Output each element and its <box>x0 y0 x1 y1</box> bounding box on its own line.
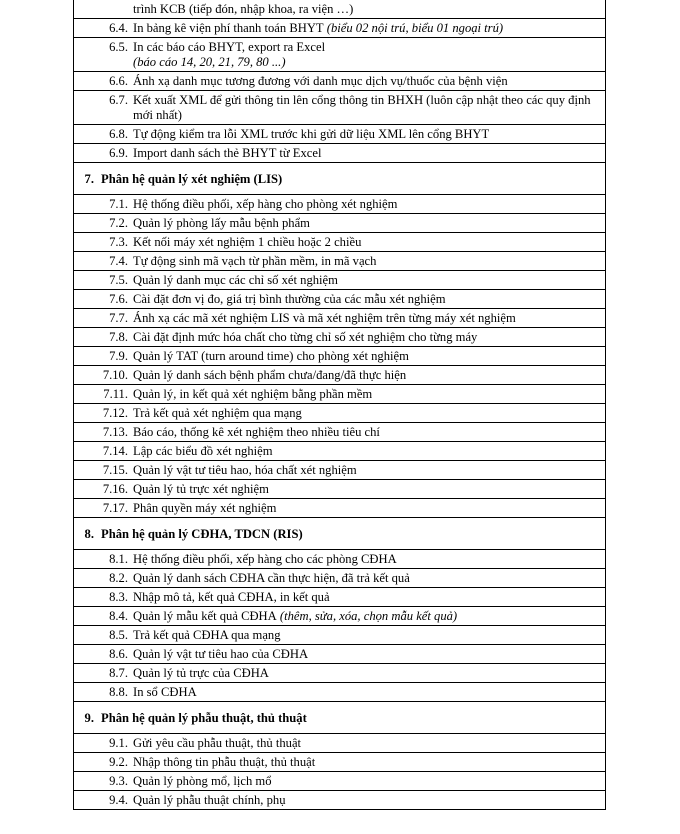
section-number: 8. <box>84 527 94 541</box>
section-number: 9. <box>84 711 94 725</box>
item-number: 7.13. <box>102 425 128 439</box>
item-number: 8.1. <box>109 552 128 566</box>
item-number: 8.3. <box>109 590 128 604</box>
item-text: Ánh xạ các mã xét nghiệm LIS và mã xét nghiệm trên từng máy xét nghiệm <box>133 311 516 325</box>
item-text: Nhập thông tin phẫu thuật, thủ thuật <box>133 755 316 769</box>
item-text: Cài đặt đơn vị đo, giá trị bình thường của các mẫu xét nghiệm <box>133 292 446 306</box>
item-number: 7.4. <box>109 254 128 268</box>
item-number: 6.6. <box>109 74 128 88</box>
table-row <box>73 550 606 569</box>
table-row <box>73 423 606 442</box>
item-text-container <box>133 330 605 345</box>
item-text-container <box>133 349 605 364</box>
table-row <box>73 309 606 328</box>
table-row <box>73 404 606 423</box>
section-title: Phân hệ quản lý xét nghiệm (LIS) <box>101 172 283 186</box>
table-row <box>73 347 606 366</box>
table-row <box>73 125 606 144</box>
item-text-container <box>133 736 605 751</box>
item-note: (biểu 02 nội trú, biểu 01 ngoại trú) <box>323 21 504 35</box>
section-title: Phân hệ quản lý CĐHA, TDCN (RIS) <box>101 527 303 541</box>
item-text-container <box>133 146 605 161</box>
item-number: 6.7. <box>109 93 128 107</box>
item-text: Quản lý, in kết quả xét nghiệm bằng phần mềm <box>133 387 373 401</box>
item-number: 6.4. <box>109 21 128 35</box>
item-number: 9.2. <box>109 755 128 769</box>
table-row <box>73 0 606 19</box>
table-row <box>73 19 606 38</box>
item-text: Quản lý vật tư tiêu hao, hóa chất xét nghiệm <box>133 463 357 477</box>
item-text-container <box>133 774 605 789</box>
table-row <box>73 233 606 252</box>
table-row <box>73 91 606 125</box>
item-text-container <box>133 40 605 70</box>
table-row <box>73 664 606 683</box>
item-text-container <box>133 273 605 288</box>
item-number: 9.1. <box>109 736 128 750</box>
table-row <box>73 772 606 791</box>
feature-table <box>73 0 606 810</box>
item-text: Trả kết quả CĐHA qua mạng <box>133 628 281 642</box>
item-text: trình KCB (tiếp đón, nhập khoa, ra viện …) <box>133 2 354 16</box>
item-number: 7.10. <box>102 368 128 382</box>
item-text-container <box>133 501 605 516</box>
item-number: 8.5. <box>109 628 128 642</box>
item-text: Tự động kiểm tra lỗi XML trước khi gửi dữ liệu XML lên cổng BHYT <box>133 127 490 141</box>
item-text: Hệ thống điều phối, xếp hàng cho phòng xét nghiệm <box>133 197 398 211</box>
section-heading <box>73 702 606 734</box>
item-text-container <box>133 793 605 808</box>
item-number: 7.1. <box>109 197 128 211</box>
table-row <box>73 328 606 347</box>
item-text: Quản lý tủ trực của CĐHA <box>133 666 269 680</box>
table-row <box>73 214 606 233</box>
item-text-container <box>133 292 605 307</box>
item-text-container <box>133 685 605 700</box>
item-text: Trả kết quả xét nghiệm qua mạng <box>133 406 302 420</box>
table-row <box>73 442 606 461</box>
item-text-container <box>133 74 605 89</box>
item-text-container <box>133 666 605 681</box>
item-number: 7.2. <box>109 216 128 230</box>
item-text: Quản lý danh sách bệnh phẩm chưa/đang/đã thực hiện <box>133 368 407 382</box>
item-number: 6.9. <box>109 146 128 160</box>
item-text-container <box>133 628 605 643</box>
item-text: Tự động sinh mã vạch từ phần mềm, in mã vạch <box>133 254 377 268</box>
item-number: 7.11. <box>103 387 128 401</box>
item-subnote: (báo cáo 14, 20, 21, 79, 80 ...) <box>133 55 286 69</box>
item-text: Báo cáo, thống kê xét nghiệm theo nhiều tiêu chí <box>133 425 380 439</box>
item-number: 9.3. <box>109 774 128 788</box>
item-text-container <box>133 482 605 497</box>
item-number: 6.8. <box>109 127 128 141</box>
item-number: 8.7. <box>109 666 128 680</box>
table-row <box>73 72 606 91</box>
item-number: 7.17. <box>102 501 128 515</box>
item-text-container <box>133 571 605 586</box>
item-number: 8.6. <box>109 647 128 661</box>
item-text: Gửi yêu cầu phẫu thuật, thủ thuật <box>133 736 302 750</box>
item-text-container <box>133 368 605 383</box>
item-text: Quản lý TAT (turn around time) cho phòng xét nghiệm <box>133 349 409 363</box>
item-text-container <box>133 93 605 123</box>
table-row <box>73 683 606 702</box>
item-text-container <box>133 590 605 605</box>
item-text: Hệ thống điều phối, xếp hàng cho các phòng CĐHA <box>133 552 397 566</box>
table-row <box>73 588 606 607</box>
item-number: 8.4. <box>109 609 128 623</box>
item-text-container <box>133 254 605 269</box>
item-text-container <box>133 755 605 770</box>
item-number: 8.2. <box>109 571 128 585</box>
table-row <box>73 753 606 772</box>
item-number: 7.5. <box>109 273 128 287</box>
item-number: 7.16. <box>102 482 128 496</box>
item-text: Quản lý mẫu kết quả CĐHA <box>133 609 277 623</box>
item-number: 7.7. <box>109 311 128 325</box>
item-text: In các báo cáo BHYT, export ra Excel <box>133 40 326 54</box>
item-text: In sổ CĐHA <box>133 685 197 699</box>
item-text-container <box>133 406 605 421</box>
table-row <box>73 271 606 290</box>
table-row <box>73 144 606 163</box>
item-text-container <box>133 216 605 231</box>
section-heading <box>73 518 606 550</box>
item-text: In bảng kê viện phí thanh toán BHYT <box>133 21 324 35</box>
item-text: Quản lý danh sách CĐHA cần thực hiện, đã trả kết quả <box>133 571 410 585</box>
item-text: Import danh sách thẻ BHYT từ Excel <box>133 146 322 160</box>
item-number: 7.3. <box>109 235 128 249</box>
item-text: Kết xuất XML để gửi thông tin lên cổng thông tin BHXH (luôn cập nhật theo các quy định mới nhất) <box>133 93 591 122</box>
table-row <box>73 607 606 626</box>
table-row <box>73 791 606 810</box>
table-row <box>73 385 606 404</box>
item-text: Cài đặt định mức hóa chất cho từng chỉ số xét nghiệm cho từng máy <box>133 330 478 344</box>
item-text: Quản lý vật tư tiêu hao của CĐHA <box>133 647 309 661</box>
table-row <box>73 645 606 664</box>
item-number: 7.12. <box>102 406 128 420</box>
item-number: 9.4. <box>109 793 128 807</box>
item-text: Nhập mô tả, kết quả CĐHA, in kết quả <box>133 590 330 604</box>
item-text: Phân quyền máy xét nghiệm <box>133 501 277 515</box>
section-heading <box>73 163 606 195</box>
item-text-container <box>133 197 605 212</box>
item-number: 7.15. <box>102 463 128 477</box>
item-text-container <box>133 609 605 624</box>
item-text-container <box>133 127 605 142</box>
table-row <box>73 480 606 499</box>
item-text-container <box>133 647 605 662</box>
item-text: Lập các biểu đồ xét nghiệm <box>133 444 273 458</box>
item-text-container <box>133 425 605 440</box>
item-text: Quản lý danh mục các chỉ số xét nghiệm <box>133 273 338 287</box>
item-text: Kết nối máy xét nghiệm 1 chiều hoặc 2 chiều <box>133 235 362 249</box>
item-text: Ánh xạ danh mục tương đương với danh mục dịch vụ/thuốc của bệnh viện <box>133 74 508 88</box>
item-text-container <box>133 463 605 478</box>
section-number: 7. <box>84 172 94 186</box>
item-number: 8.8. <box>109 685 128 699</box>
table-row <box>73 38 606 72</box>
item-text: Quản lý phòng mổ, lịch mổ <box>133 774 272 788</box>
item-text-container <box>133 444 605 459</box>
table-row <box>73 569 606 588</box>
item-text-container <box>133 235 605 250</box>
item-number: 7.14. <box>102 444 128 458</box>
item-note: (thêm, sửa, xóa, chọn mẫu kết quả) <box>276 609 458 623</box>
item-text-container <box>133 21 605 36</box>
item-number: 6.5. <box>109 40 128 54</box>
item-text-container <box>133 387 605 402</box>
item-text: Quản lý phòng lấy mẫu bệnh phẩm <box>133 216 310 230</box>
item-text: Quản lý phẫu thuật chính, phụ <box>133 793 286 807</box>
item-text-container <box>133 311 605 326</box>
item-number: 7.9. <box>109 349 128 363</box>
table-row <box>73 461 606 480</box>
table-row <box>73 734 606 753</box>
item-text: Quản lý tủ trực xét nghiệm <box>133 482 269 496</box>
table-row <box>73 499 606 518</box>
section-title: Phân hệ quản lý phẫu thuật, thủ thuật <box>101 711 307 725</box>
table-row <box>73 252 606 271</box>
table-row <box>73 626 606 645</box>
item-text-container <box>133 552 605 567</box>
item-number: 7.6. <box>109 292 128 306</box>
item-number: 7.8. <box>109 330 128 344</box>
table-row <box>73 195 606 214</box>
table-row <box>73 366 606 385</box>
table-row <box>73 290 606 309</box>
